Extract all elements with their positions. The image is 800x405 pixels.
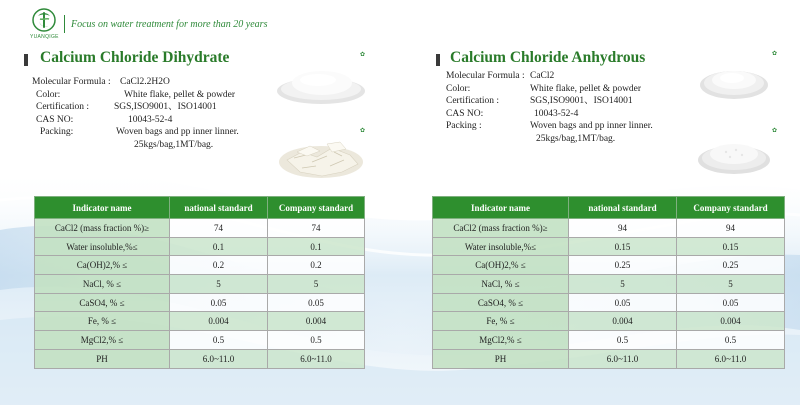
indicator-cell: CaCl2 (mass fraction %)≥: [433, 219, 569, 238]
right-specs: [446, 70, 686, 146]
national-cell: 0.5: [170, 331, 268, 350]
company-logo-icon: [30, 7, 58, 37]
spec-value: SGS,ISO9001、ISO14001: [530, 96, 633, 107]
right-product-photo-powder: [686, 45, 782, 113]
table-row: [433, 237, 785, 256]
national-cell: 6.0~11.0: [170, 349, 268, 368]
indicator-cell: MgCl2,% ≤: [433, 331, 569, 350]
table-header-row: [35, 197, 365, 219]
left-spec-certification: [32, 101, 272, 114]
right-title-marker: [436, 54, 440, 66]
national-cell: 0.004: [170, 312, 268, 331]
left-title-marker: [24, 54, 28, 66]
right-spec-color: [446, 83, 686, 96]
indicator-cell: Fe, % ≤: [433, 312, 569, 331]
spec-label: Packing :: [446, 121, 482, 132]
flakes-image: [272, 122, 370, 184]
table-row: [433, 349, 785, 368]
left-product-photo-powder: [272, 45, 370, 113]
table-row: [433, 331, 785, 350]
col-header-national: national standard: [170, 197, 268, 219]
right-spec-formula: [446, 70, 686, 83]
company-cell: 0.5: [268, 331, 365, 350]
indicator-cell: PH: [433, 349, 569, 368]
national-cell: 74: [170, 219, 268, 238]
table-row: [35, 293, 365, 312]
right-spec-cas: [446, 108, 686, 121]
spec-label: Molecular Formula :: [446, 71, 525, 81]
national-cell: 6.0~11.0: [569, 349, 677, 368]
national-cell: 0.05: [170, 293, 268, 312]
company-cell: 74: [268, 219, 365, 238]
powder-plate-image: [686, 45, 782, 113]
table-row: [35, 219, 365, 238]
left-spec-color: [32, 89, 272, 102]
table-row: [35, 312, 365, 331]
header: [30, 8, 267, 40]
logo-text: YUANQIGE: [30, 33, 59, 40]
indicator-cell: PH: [35, 349, 170, 368]
indicator-cell: MgCl2,% ≤: [35, 331, 170, 350]
indicator-cell: Fe, % ≤: [35, 312, 170, 331]
indicator-cell: CaSO4, % ≤: [35, 293, 170, 312]
company-cell: 0.05: [677, 293, 785, 312]
indicator-cell: NaCl, % ≤: [35, 275, 170, 294]
spec-value: 25kgs/bag,1MT/bag.: [536, 133, 616, 144]
national-cell: 5: [569, 275, 677, 294]
table-row: [35, 331, 365, 350]
company-cell: 5: [268, 275, 365, 294]
national-cell: 0.5: [569, 331, 677, 350]
right-spec-packing-2: [446, 133, 686, 146]
logo: [30, 7, 58, 42]
col-header-company: Company standard: [268, 197, 365, 219]
left-spec-packing-2: [32, 139, 272, 152]
spec-value: Woven bags and pp inner linner.: [530, 121, 653, 132]
spec-value: CaCl2.2H2O: [120, 77, 170, 87]
company-cell: 0.15: [677, 237, 785, 256]
svg-text:✿: ✿: [360, 52, 366, 58]
company-cell: 94: [677, 219, 785, 238]
col-header-national: national standard: [569, 197, 677, 219]
col-header-company: Company standard: [677, 197, 785, 219]
company-cell: 6.0~11.0: [677, 349, 785, 368]
left-spec-formula: [32, 76, 272, 89]
company-cell: 5: [677, 275, 785, 294]
spec-label: Packing:: [40, 127, 74, 138]
indicator-cell: Ca(OH)2,% ≤: [35, 256, 170, 275]
company-cell: 0.05: [268, 293, 365, 312]
svg-text:✿: ✿: [772, 128, 778, 134]
company-cell: 0.5: [677, 331, 785, 350]
table-header-row: [433, 197, 785, 219]
left-spec-packing: [32, 126, 272, 139]
table-row: [35, 237, 365, 256]
spec-label: CAS NO:: [36, 114, 74, 125]
spec-value: White flake, pellet & powder: [124, 89, 236, 100]
spec-value: SGS,ISO9001、ISO14001: [114, 102, 217, 113]
right-indicator-table: [432, 196, 785, 369]
col-header-indicator: Indicator name: [433, 197, 569, 219]
national-cell: 0.15: [569, 237, 677, 256]
indicator-cell: CaCl2 (mass fraction %)≥: [35, 219, 170, 238]
powder-plate-image: [272, 45, 370, 113]
spec-label: Molecular Formula :: [32, 77, 111, 87]
left-product-title: Calcium Chloride Dihydrate: [40, 49, 230, 66]
spec-value: Woven bags and pp inner linner.: [116, 127, 239, 138]
left-indicator-table: [34, 196, 365, 369]
table-row: [433, 312, 785, 331]
spec-value: CaCl2: [530, 71, 555, 81]
national-cell: 5: [170, 275, 268, 294]
spec-label: Color:: [446, 83, 471, 94]
spec-label: Color:: [36, 89, 61, 100]
right-product-title: Calcium Chloride Anhydrous: [450, 49, 646, 66]
indicator-cell: Ca(OH)2,% ≤: [433, 256, 569, 275]
national-cell: 94: [569, 219, 677, 238]
left-specs: [32, 76, 272, 152]
national-cell: 0.05: [569, 293, 677, 312]
table-row: [433, 219, 785, 238]
company-cell: 0.2: [268, 256, 365, 275]
national-cell: 0.25: [569, 256, 677, 275]
spec-value: 10043-52-4: [128, 114, 173, 125]
table-row: [433, 256, 785, 275]
national-cell: 0.2: [170, 256, 268, 275]
spec-label: Certification :: [446, 96, 500, 107]
left-spec-cas: [32, 114, 272, 127]
header-divider: [64, 15, 65, 33]
company-cell: 0.1: [268, 237, 365, 256]
company-cell: 6.0~11.0: [268, 349, 365, 368]
company-cell: 0.004: [268, 312, 365, 331]
national-cell: 0.004: [569, 312, 677, 331]
table-row: [433, 275, 785, 294]
spec-label: Certification :: [36, 102, 90, 113]
right-product-photo-pellets: [686, 122, 782, 184]
tagline: Focus on water treatment for more than 20 years: [71, 18, 268, 30]
left-product-photo-flakes: [272, 122, 370, 184]
company-cell: 0.004: [677, 312, 785, 331]
svg-text:✿: ✿: [772, 51, 778, 57]
svg-text:✿: ✿: [360, 128, 366, 134]
company-cell: 0.25: [677, 256, 785, 275]
spec-label: CAS NO:: [446, 108, 484, 119]
table-row: [35, 256, 365, 275]
national-cell: 0.1: [170, 237, 268, 256]
table-row: [433, 293, 785, 312]
indicator-cell: Water insoluble,%≤: [433, 237, 569, 256]
indicator-cell: NaCl, % ≤: [433, 275, 569, 294]
table-row: [35, 275, 365, 294]
spec-value: White flake, pellet & powder: [530, 83, 642, 94]
col-header-indicator: Indicator name: [35, 197, 170, 219]
right-spec-packing: [446, 120, 686, 133]
indicator-cell: CaSO4, % ≤: [433, 293, 569, 312]
indicator-cell: Water insoluble,%≤: [35, 237, 170, 256]
spec-value: 25kgs/bag,1MT/bag.: [134, 139, 214, 150]
spec-value: 10043-52-4: [534, 108, 579, 119]
pellets-plate-image: [686, 122, 782, 184]
table-row: [35, 349, 365, 368]
right-spec-certification: [446, 95, 686, 108]
